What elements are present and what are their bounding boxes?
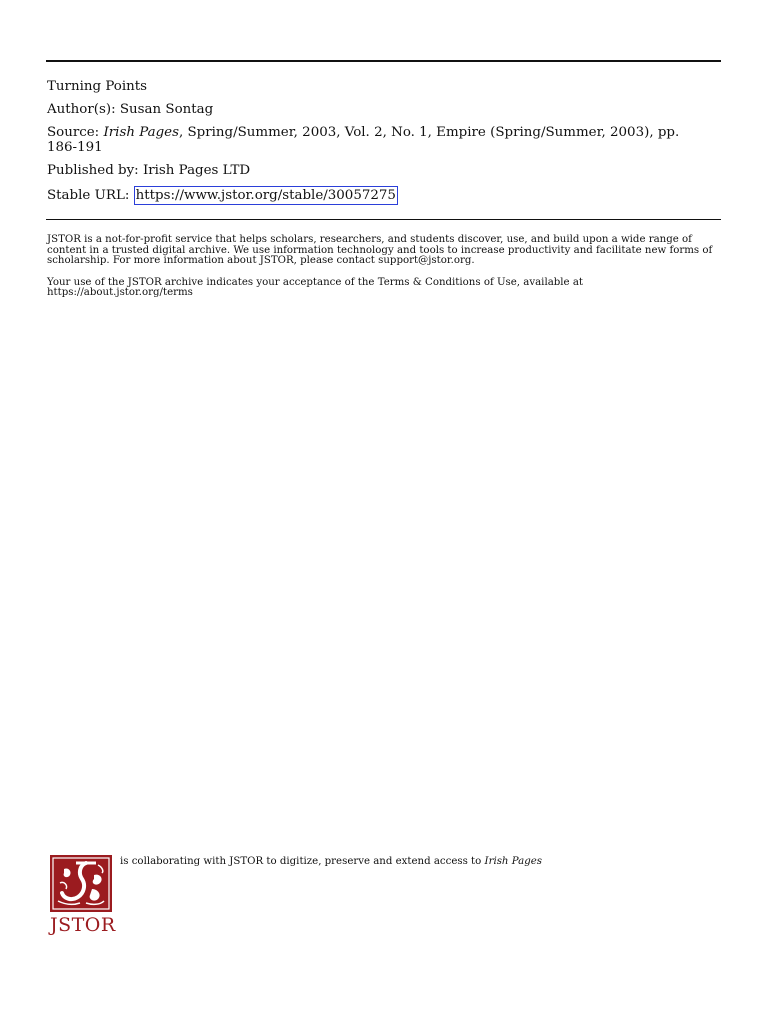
- notice-paragraph-1: JSTOR is a not-for-profit service that helps scholars, researchers, and students discover, use, and build upon a wide range of content in a trusted digital archive. We use information technology and tools to increase productivity and facilitate new forms of scholarship. For more information about JSTOR, please contact support@jstor.org.: [47, 234, 713, 266]
- top-rule: [46, 60, 721, 62]
- publisher-label: Published by:: [47, 163, 139, 178]
- stable-url-line: [47, 186, 707, 205]
- source-label: Source:: [47, 125, 100, 140]
- notice-paragraph-2: Your use of the JSTOR archive indicates your acceptance of the Terms & Conditions of Use, available at https://about.jstor.org/terms: [47, 276, 583, 298]
- collaboration-statement: [120, 856, 542, 868]
- stable-url-label: Stable URL:: [47, 188, 130, 203]
- jstor-logo: [50, 855, 114, 935]
- publisher-name: Irish Pages LTD: [142, 163, 251, 178]
- author-label: Author(s):: [47, 102, 116, 117]
- citation-block: [47, 79, 707, 213]
- author-name: Susan Sontag: [119, 102, 214, 117]
- source-line: [47, 125, 707, 155]
- publisher-line: [47, 163, 707, 178]
- jstor-logo-emblem-icon: [50, 855, 112, 912]
- collaboration-text: is collaborating with JSTOR to digitize, preserve and extend access to: [120, 856, 482, 867]
- collaboration-journal: Irish Pages: [484, 856, 542, 867]
- jstor-notice: [47, 235, 719, 310]
- author-line: [47, 102, 707, 117]
- divider-rule: [46, 219, 721, 220]
- stable-url-link[interactable]: https://www.jstor.org/stable/30057275: [135, 188, 396, 203]
- collaboration-footer: [50, 855, 730, 945]
- jstor-logo-wordmark: JSTOR: [50, 914, 116, 936]
- article-title: Turning Points: [47, 79, 148, 94]
- source-details: , Spring/Summer, 2003, Vol. 2, No. 1, Empire (Spring/Summer, 2003), pp. 186-191: [47, 125, 680, 155]
- source-journal: Irish Pages: [103, 125, 179, 140]
